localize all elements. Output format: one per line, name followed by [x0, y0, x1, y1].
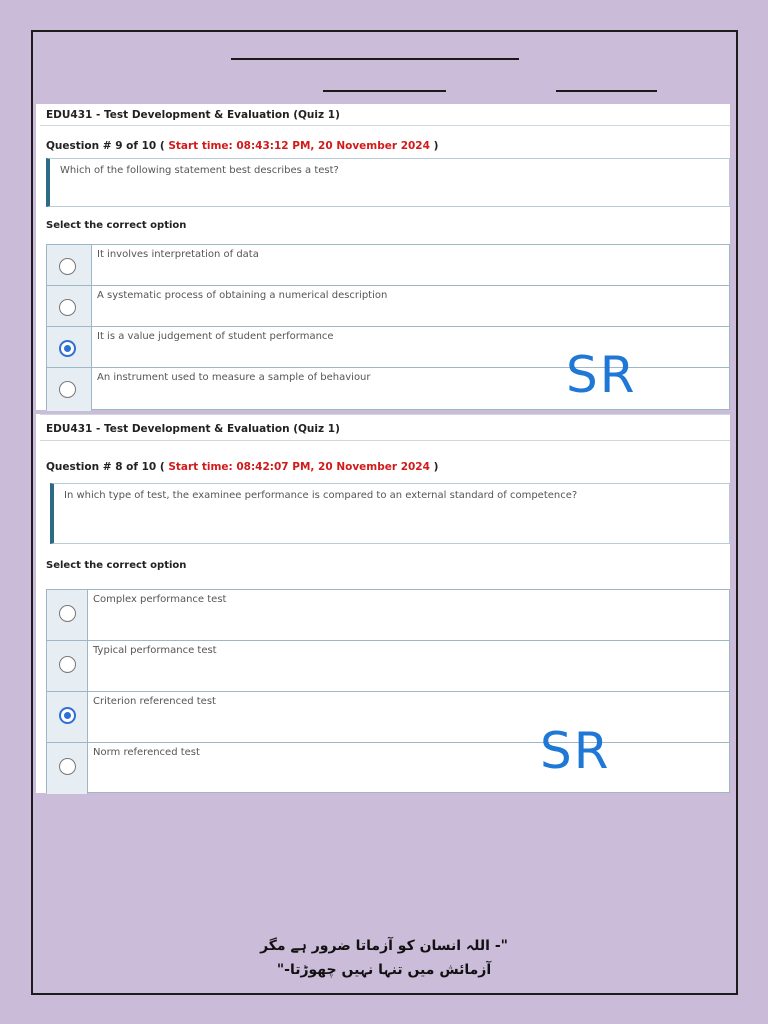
question-number: [46, 461, 438, 473]
option-text: It involves interpretation of data: [97, 249, 259, 260]
question-text: In which type of test, the examinee performance is compared to an external standard of competence?: [64, 490, 578, 501]
question-box: [46, 158, 730, 207]
question-suffix: ): [433, 461, 439, 473]
radio-button[interactable]: [59, 656, 76, 673]
question-prefix: Question # 9 of 10 (: [46, 140, 165, 152]
select-option-label: Select the correct option: [46, 560, 187, 571]
radio-button-selected[interactable]: [59, 340, 76, 357]
top-line-short-left: [323, 90, 446, 92]
radio-button[interactable]: [59, 605, 76, 622]
option-text: Norm referenced test: [93, 747, 200, 758]
divider: [40, 125, 730, 126]
question-box: [50, 483, 730, 544]
select-option-label: Select the correct option: [46, 220, 187, 231]
question-suffix: ): [433, 140, 439, 152]
question-text: Which of the following statement best describes a test?: [60, 165, 339, 176]
option-text: Typical performance test: [93, 645, 217, 656]
option-row[interactable]: [47, 692, 729, 743]
quiz-screenshot-2: [36, 414, 730, 793]
option-row[interactable]: [47, 245, 729, 286]
radio-button[interactable]: [59, 299, 76, 316]
option-text: It is a value judgement of student performance: [97, 331, 334, 342]
quiz-title: EDU431 - Test Development & Evaluation (Quiz 1): [46, 423, 340, 435]
option-row[interactable]: [47, 641, 729, 692]
divider: [40, 440, 730, 441]
top-line-short-right: [556, 90, 657, 92]
option-row[interactable]: [47, 590, 729, 641]
option-row[interactable]: [47, 286, 729, 327]
option-text: Complex performance test: [93, 594, 227, 605]
option-row[interactable]: [47, 743, 729, 794]
radio-button-selected[interactable]: [59, 707, 76, 724]
question-number: [46, 140, 438, 152]
quiz-screenshot-1: [36, 104, 730, 410]
start-time: Start time: 08:42:07 PM, 20 November 2024: [168, 461, 430, 473]
sr-watermark: SR: [566, 346, 637, 404]
radio-button[interactable]: [59, 258, 76, 275]
radio-button[interactable]: [59, 381, 76, 398]
option-text: A systematic process of obtaining a numerical description: [97, 290, 388, 301]
sr-watermark: SR: [540, 722, 611, 780]
option-text: Criterion referenced test: [93, 696, 216, 707]
start-time: Start time: 08:43:12 PM, 20 November 2024: [168, 140, 430, 152]
option-text: An instrument used to measure a sample of behaviour: [97, 372, 371, 383]
quiz-title: EDU431 - Test Development & Evaluation (Quiz 1): [46, 109, 340, 121]
urdu-quote-line-1: "- اللہ انسان کو آزماتا ضرور ہے مگر: [260, 938, 508, 954]
divider: [40, 414, 730, 415]
urdu-quote-line-2: آزمائش میں تنہا نہیں چھوڑتا-": [276, 962, 492, 978]
radio-button[interactable]: [59, 758, 76, 775]
top-line-long: [231, 58, 519, 60]
question-prefix: Question # 8 of 10 (: [46, 461, 165, 473]
options-list: [46, 589, 730, 793]
